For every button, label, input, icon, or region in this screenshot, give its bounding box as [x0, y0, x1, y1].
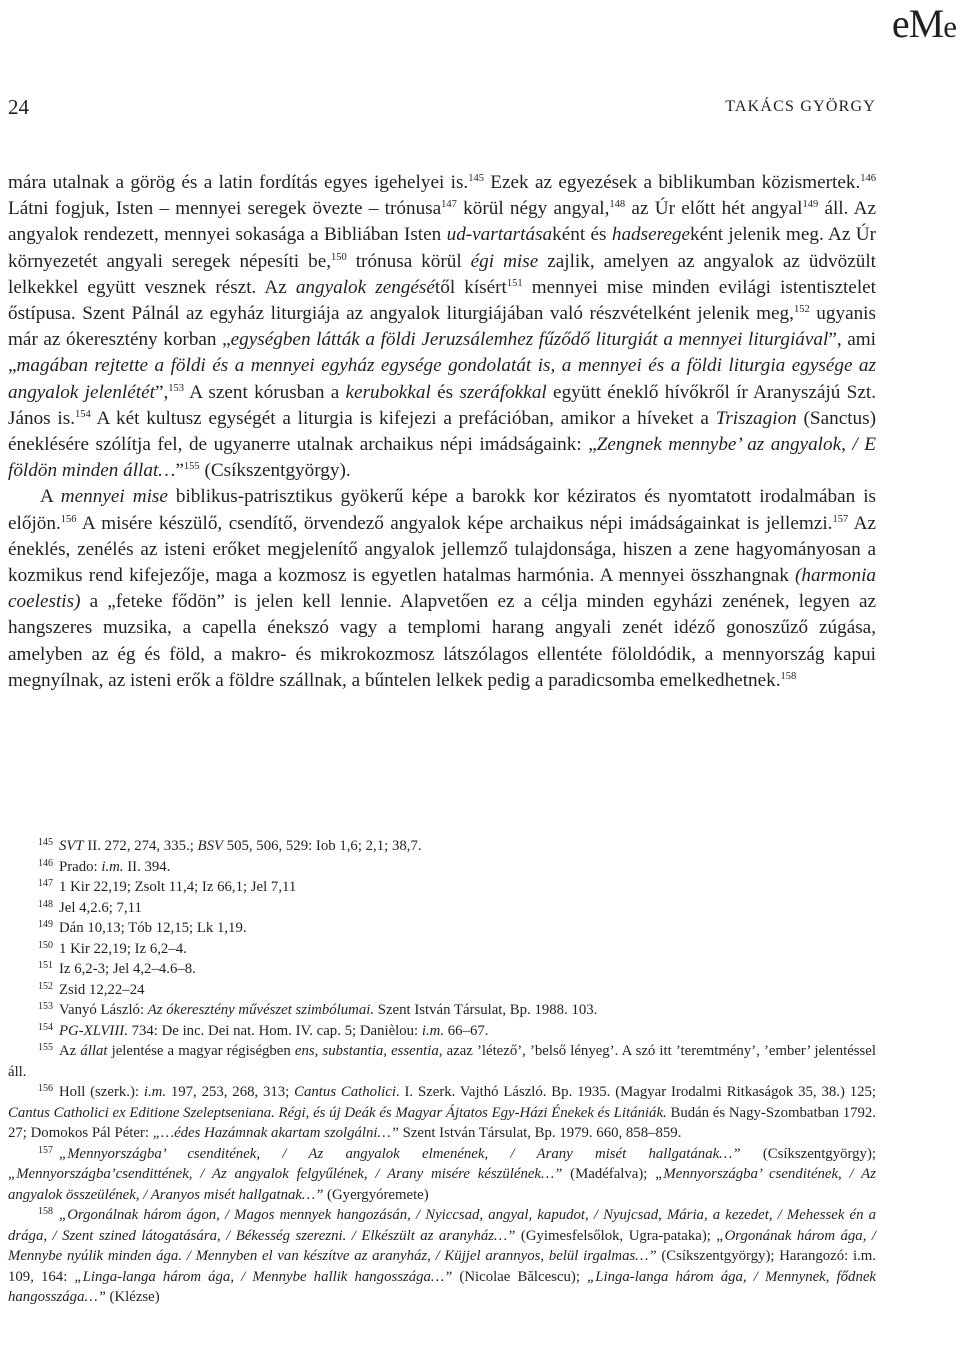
page-number: 24: [8, 95, 29, 119]
footnote-155: [8, 1041, 876, 1082]
footnote-150: [8, 939, 876, 960]
footnote-text: 1 Kir 22,19; Zsolt 11,4; Iz 66,1; Jel 7,11: [59, 879, 297, 895]
footnote-text: SVT II. 272, 274, 335.; BSV 505, 506, 529: Iob 1,6; 2,1; 38,7.: [59, 838, 422, 854]
footnote-text: Zsid 12,22–24: [59, 981, 145, 998]
footnote-149: [8, 918, 876, 939]
footnote-number: 155: [38, 1042, 53, 1053]
footnote-text: Vanyó László: Az ókeresztény művészet szimbólumai. Szent István Társulat, Bp. 1988. 103.: [59, 1002, 598, 1018]
paragraph: A mennyei mise biblikus-patrisztikus gyökerű képe a barokk kor kéziratos és nyomtatott irodalmában is előjön.$^{156}$ A misére készülő, csendítő, örvendező angyalok képe archaikus népi imádságainkat is jellemzi.$^{157}$ Az éneklés, zenélés az isteni erőket megjelenítő angyalok jellemző tulajdonsága, hiszen a zene hagyományosan a kozmikus rend kifejezője, maga a kozmosz is egyetlen hatalmas harmónia. A mennyei összhangnak (harmonia coelestis) a „feteke fődön” is jelen kell lennie. Alapvetően ez a célja minden egyházi zenének, legyen az hangszeres muzsika, a capella énekszó vagy a templomi harang angyali zenét idéző gonoszűző zúgása, amelyben az ég és föld, a makro- és mikrokozmosz látszólagos ellentéte föloldódik, a mennyország kapui megnyílnak, az isteni erők a földre szállnak, a bűntelen lelkek pedig a paradicsomba emelkedhetnek.$^{158}$: [8, 486, 876, 691]
footnote-154: [8, 1021, 876, 1042]
footnote-151: [8, 959, 876, 980]
paragraph: mára utalnak a görög és a latin fordítás egyes igehelyei is.$^{145}$ Ezek az egyezések a biblikumban közismertek.$^{146}$ Látni fogjuk, Isten – mennyei seregek övezte – trónusa$^{147}$ körül négy angyal,$^{148}$ az Úr előtt hét angyal$^{149}$ áll. Az angyalok rendezett, mennyei sokasága a Bibliában Isten ud-vartartásaként és hadseregeként jelenik meg. Az Úr környezetét angyali seregek népesíti be,$^{150}$ trónusa körül égi mise zajlik, amelyen az angyalok az üdvözült lelkekkel együtt vesznek részt. Az angyalok zengésétől kísért$^{151}$ mennyei mise minden evilági istentisztelet őstípusa. Szent Pálnál az egyház liturgiája az angyalok liturgiájában való részvételként jelenik meg,$^{152}$ ugyanis már az ókeresztény korban „egységben látták a földi Jeruzsálemhez fűződő liturgiát a mennyei liturgiával”, ami „magában rejtette a földi és a mennyei egyház egysége gondolatát is, a mennyei és a földi liturgia egysége az angyalok jelenlétét”,$^{153}$ A szent kórusban a kerubokkal és szeráfokkal együtt éneklő hívőkről ír Aranyszájú Szt. János is.$^{154}$ A két kultusz egységét a liturgia is kifejezi a prefációban, amikor a híveket a Triszagion (Sanctus) éneklésére szólítja fel, de ugyanerre utalnak archaikus népi imádságaink: „Zengnek mennybe’ az angyalok, / E földön minden állat…”$^{155}$ (Csíkszentgyörgy).: [8, 172, 877, 482]
footnote-number: 158: [38, 1206, 53, 1217]
footnote-146: [8, 857, 876, 878]
footnote-number: 154: [38, 1021, 53, 1033]
footnote-147: [8, 877, 876, 898]
footnote-text: Holl (szerk.): i.m. 197, 253, 268, 313; Cantus Catholici. I. Szerk. Vajthó László. Bp. 1935. (Magyar Irodalmi Ritkaságok 35, 38.) 125; Cantus Catholici ex Editione Szeleptseniana. Régi, és új Deák és Magyar Ájtatos Egy-Házi Énekek és Litániák. Budán és Nagy-Szombatban 1792. 27; Domokos Pál Péter: „…édes Hazámnak akartam szolgálni…” Szent István Társulat, Bp. 1979. 660, 858–859.: [8, 1084, 876, 1141]
footnote-number: 150: [38, 939, 53, 951]
footnote-text: Jel 4,2.6; 7,11: [59, 899, 142, 916]
footnote-157: [8, 1144, 876, 1206]
footnote-text: „Mennyországba’ csenditének, / Az angyalok elmenének, / Arany misét hallgatának…” (Csíkszentgyörgy); „Mennyországba’csendittének, / Az angyalok felgyűlének, / Arany misére készülének…” (Madéfalva); „Mennyországba’ csenditének, / Az angyalok összeülének, / Aranyos misét hallgatnak…” (Gyergyóremete): [8, 1145, 876, 1203]
footnote-number: 156: [38, 1083, 53, 1094]
footnote-153: [8, 1000, 876, 1021]
footnote-158: [8, 1205, 876, 1308]
footnote-148: [8, 898, 876, 919]
running-head: TAKÁCS GYÖRGY: [725, 98, 876, 115]
footnote-number: 152: [38, 980, 53, 992]
footnote-number: 153: [38, 1001, 53, 1012]
footnote-text: PG-XLVIII. 734: De inc. Dei nat. Hom. IV. cap. 5; Danièlou: i.m. 66–67.: [59, 1022, 489, 1039]
footnote-text: „Orgonálnak három ágon, / Magos mennyek hangozásán, / Nyiccsad, angyal, kapudot, / Nyujcsad, Mária, a kezedet, / Mehessek én a drága, / Szent szined látogatására, / Békesség szerezni. / Elkészült az aranyház…” (Gyimesfelsőlok, Ugra-pataka); „Orgonának három ága, / Mennybe nyúlik minden ága. / Mennyben el van készítve az aranyház, / Küjjel arannyos, belül irgalmas…” (Csíkszentgyörgy); Harangozó: i.m. 109, 164: „Linga-langa három ága, / Mennybe hallik hangosszága…” (Nicolae Bălcescu); „Linga-langa három ága, / Mennynek, fődnek hangosszága…” (Klézse): [8, 1207, 876, 1305]
footnote-text: Dán 10,13; Tób 12,15; Lk 1,19.: [59, 920, 247, 936]
footnote-number: 147: [38, 878, 53, 889]
footnote-number: 149: [38, 919, 53, 930]
footnote-text: Iz 6,2-3; Jel 4,2–4.6–8.: [59, 961, 196, 977]
footnote-number: 145: [38, 837, 53, 848]
footnotes: [8, 836, 876, 1308]
footnote-number: 157: [38, 1144, 53, 1156]
footnote-number: 151: [38, 960, 53, 971]
footnote-number: 148: [38, 898, 53, 910]
footnote-156: [8, 1082, 876, 1144]
footnote-text: Az állat jelentése a magyar régiségben ens, substantia, essentia, azaz ’létező’, ’belső lényeg’. A szó itt ’teremtmény’, ’ember’ jelentéssel áll.: [8, 1043, 876, 1080]
main-text: [8, 170, 876, 694]
footnote-text: Prado: i.m. II. 394.: [59, 858, 171, 875]
footnote-text: 1 Kir 22,19; Iz 6,2–4.: [59, 940, 187, 957]
footnote-152: [8, 980, 876, 1001]
footnote-number: 146: [38, 857, 53, 869]
journal-logo: eMe: [891, 1, 956, 46]
footnote-145: [8, 836, 876, 857]
